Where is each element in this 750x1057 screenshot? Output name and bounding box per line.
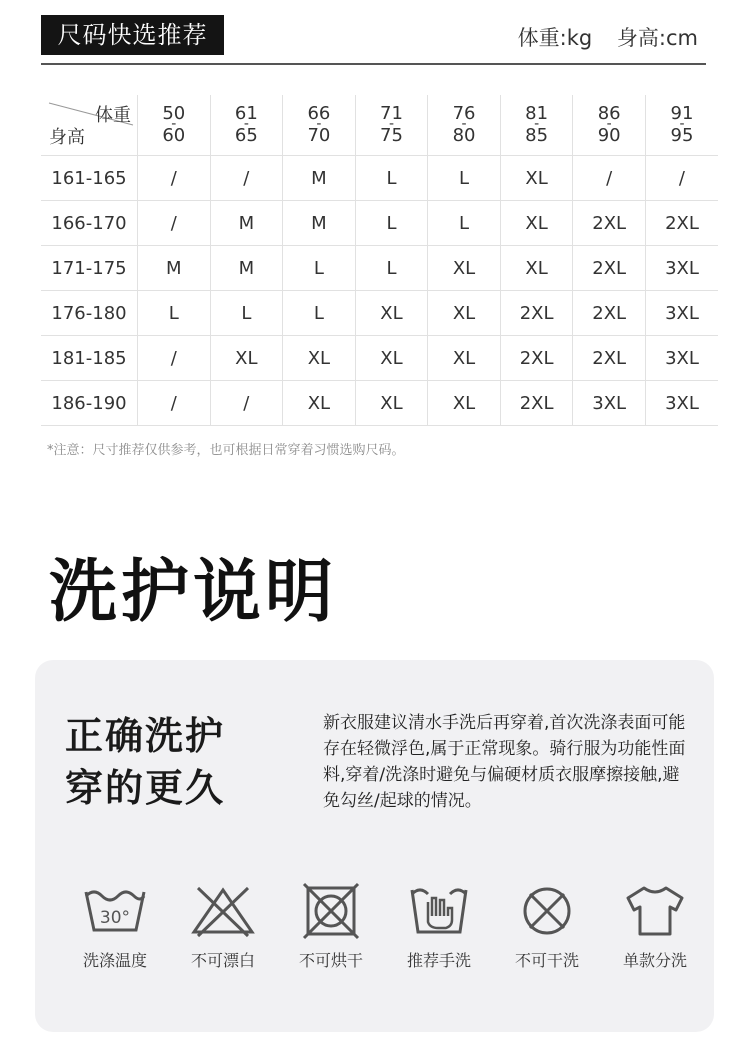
table-row (41, 336, 718, 381)
size-cell: L (210, 291, 283, 336)
weight-upper: 61 (234, 103, 258, 124)
no-tumble-dry-icon (296, 882, 366, 940)
size-cell: XL (428, 291, 501, 336)
care-label: 单款分洗 (622, 951, 687, 970)
size-cell: 2XL (573, 336, 646, 381)
care-item-no-dry-clean (497, 882, 597, 971)
size-cell: M (210, 201, 283, 246)
size-cell: XL (355, 381, 428, 426)
hand-wash-icon (404, 882, 474, 940)
table-row (41, 291, 718, 336)
size-cell: 3XL (573, 381, 646, 426)
size-cell: / (138, 336, 211, 381)
size-cell: 2XL (645, 201, 718, 246)
height-range: 166-170 (41, 201, 138, 246)
care-panel (35, 660, 714, 1032)
size-cell: XL (210, 336, 283, 381)
care-title: 洗护说明 (49, 553, 338, 632)
weight-col-4 (428, 95, 501, 156)
size-table (41, 95, 718, 426)
size-cell: / (138, 156, 211, 201)
weight-col-5 (500, 95, 573, 156)
size-cell: XL (500, 156, 573, 201)
size-cell: / (573, 156, 646, 201)
size-cell: L (138, 291, 211, 336)
size-cell: 3XL (645, 291, 718, 336)
size-cell: L (428, 201, 501, 246)
size-cell: L (355, 156, 428, 201)
wash-temp-text: 30° (99, 908, 131, 928)
weight-lower: - 65 (211, 125, 283, 147)
weight-lower: - 60 (138, 125, 210, 147)
size-cell: 2XL (500, 291, 573, 336)
size-cell: / (210, 381, 283, 426)
size-cell: L (283, 246, 356, 291)
size-cell: / (210, 156, 283, 201)
weight-upper: 81 (525, 103, 549, 124)
size-cell: XL (355, 336, 428, 381)
care-label: 推荐手洗 (406, 951, 471, 970)
weight-lower: - 95 (646, 125, 718, 147)
care-item-wash-separately (605, 882, 705, 971)
size-cell: M (283, 201, 356, 246)
corner-weight-label: 体重 (95, 105, 131, 126)
size-cell: 3XL (645, 336, 718, 381)
weight-upper: 66 (307, 103, 331, 124)
height-range: 176-180 (41, 291, 138, 336)
weight-col-6 (573, 95, 646, 156)
table-corner (41, 95, 138, 156)
unit-legend (500, 22, 698, 52)
care-item-no-bleach (173, 882, 273, 971)
size-cell: M (138, 246, 211, 291)
height-range: 181-185 (41, 336, 138, 381)
table-row (41, 246, 718, 291)
size-cell: XL (428, 381, 501, 426)
weight-header-row (41, 95, 718, 156)
weight-lower: - 85 (501, 125, 573, 147)
size-guide-title: 尺码快选推荐 (41, 15, 224, 55)
care-label: 不可干洗 (514, 951, 579, 970)
tshirt-icon (620, 882, 690, 940)
size-cell: 2XL (573, 201, 646, 246)
size-cell: 3XL (645, 381, 718, 426)
slogan-line-2: 穿的更久 (65, 766, 226, 810)
table-row (41, 381, 718, 426)
table-row (41, 156, 718, 201)
size-cell: 2XL (500, 336, 573, 381)
weight-col-3 (355, 95, 428, 156)
weight-col-1 (210, 95, 283, 156)
size-cell: / (138, 201, 211, 246)
size-cell: XL (283, 336, 356, 381)
size-cell: XL (500, 246, 573, 291)
size-cell: L (283, 291, 356, 336)
size-note: *注意：尺寸推荐仅供参考，也可根据日常穿着习惯选购尺码。 (47, 443, 405, 458)
care-description: 新衣服建议清水手洗后再穿着,首次洗涤表面可能存在轻微浮色,属于正常现象。骑行服为功能性面料,穿着/洗涤时避免与偏硬材质衣服摩擦接触,避免勾丝/起球的情况。 (323, 713, 686, 811)
table-row (41, 201, 718, 246)
size-cell: XL (283, 381, 356, 426)
height-range: 186-190 (41, 381, 138, 426)
size-cell: 2XL (500, 381, 573, 426)
weight-lower: - 75 (356, 125, 428, 147)
weight-unit: 体重:kg (517, 26, 593, 50)
weight-col-7 (645, 95, 718, 156)
size-cell: XL (500, 201, 573, 246)
size-cell: M (210, 246, 283, 291)
size-cell: XL (428, 246, 501, 291)
size-cell: / (645, 156, 718, 201)
height-range: 171-175 (41, 246, 138, 291)
size-cell: XL (428, 336, 501, 381)
wash-temperature-icon (80, 882, 150, 940)
care-label: 洗涤温度 (82, 951, 147, 970)
size-cell: M (283, 156, 356, 201)
weight-lower: - 70 (283, 125, 355, 147)
no-dry-clean-icon (512, 882, 582, 940)
weight-lower: - 80 (428, 125, 500, 147)
height-range: 161-165 (41, 156, 138, 201)
weight-col-2 (283, 95, 356, 156)
slogan-line-1: 正确洗护 (65, 714, 226, 758)
care-item-no-tumble-dry (281, 882, 381, 971)
size-cell: L (355, 201, 428, 246)
size-cell: L (428, 156, 501, 201)
care-slogan (65, 710, 225, 814)
size-cell: L (355, 246, 428, 291)
weight-col-0 (138, 95, 211, 156)
weight-upper: 71 (380, 103, 403, 124)
weight-upper: 91 (670, 103, 694, 124)
weight-upper: 76 (452, 103, 476, 124)
care-label: 不可烘干 (298, 951, 363, 970)
size-cell: 3XL (645, 246, 718, 291)
size-cell: 2XL (573, 246, 646, 291)
weight-lower: - 90 (573, 125, 645, 147)
weight-upper: 50 (162, 103, 186, 124)
size-cell: / (138, 381, 211, 426)
height-unit: 身高:cm (616, 26, 698, 50)
header-divider (41, 63, 706, 65)
no-bleach-icon (188, 882, 258, 940)
weight-upper: 86 (597, 103, 621, 124)
corner-height-label: 身高 (49, 127, 85, 148)
size-cell: XL (355, 291, 428, 336)
size-cell: 2XL (573, 291, 646, 336)
care-item-wash-temperature (65, 882, 165, 971)
care-item-hand-wash (389, 882, 489, 971)
care-label: 不可漂白 (190, 951, 255, 970)
care-icons (55, 882, 715, 982)
